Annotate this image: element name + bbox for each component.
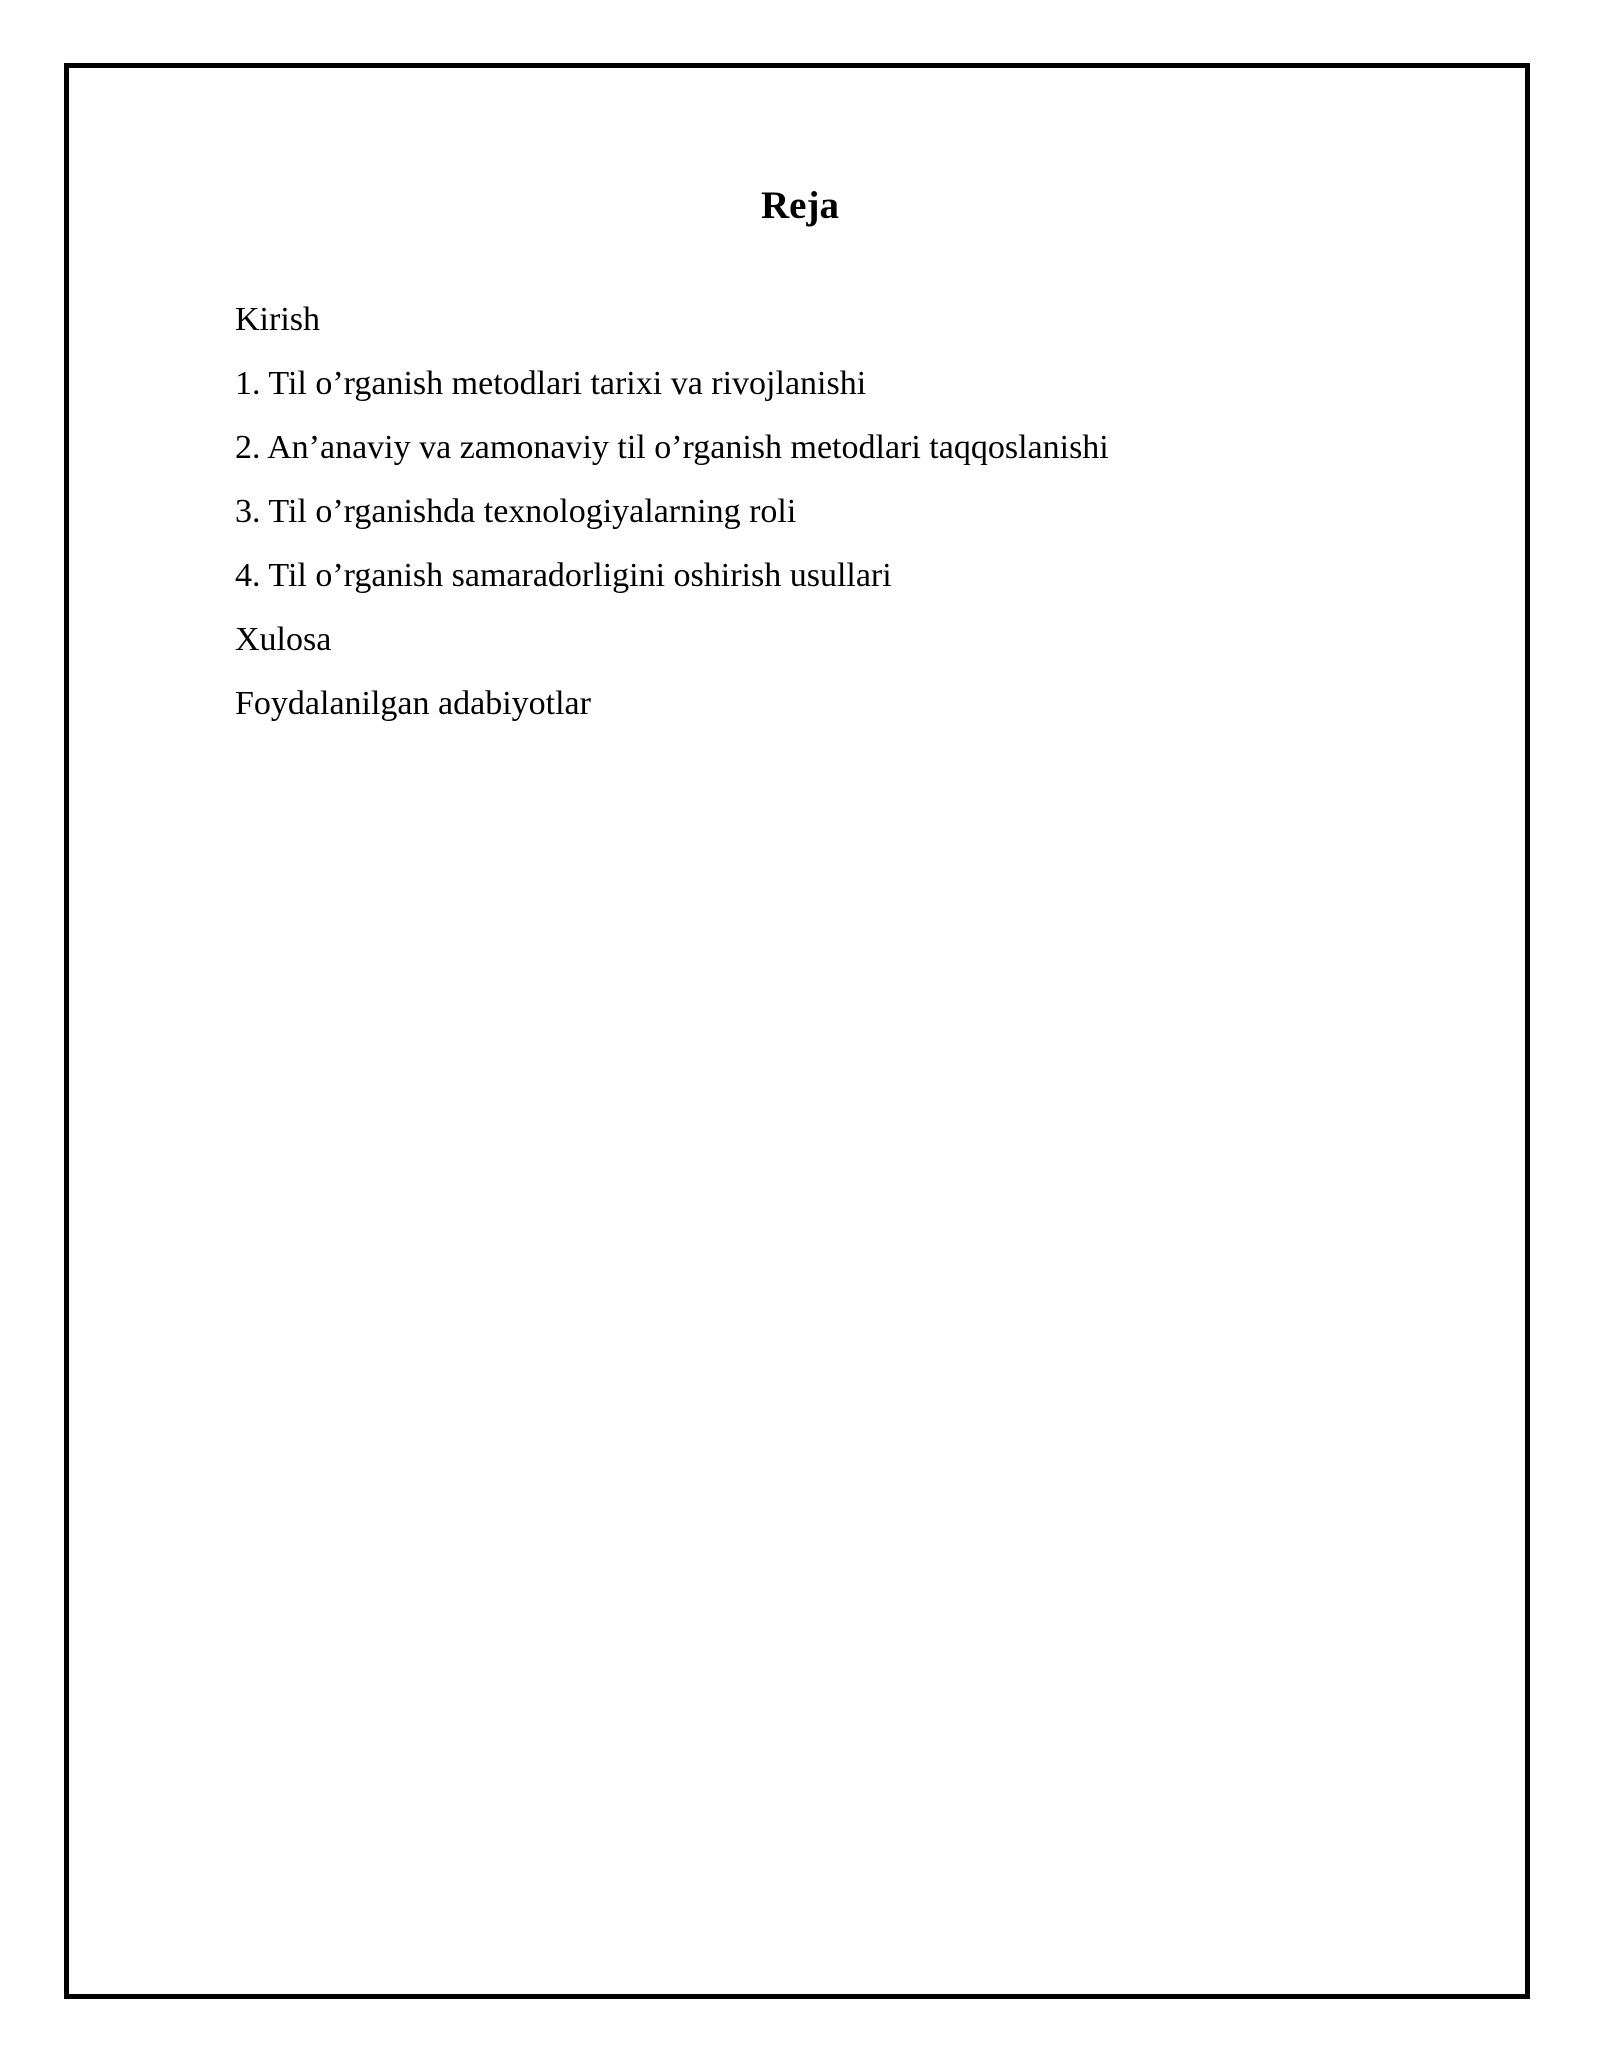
toc-item-introduction: Kirish bbox=[235, 301, 320, 338]
toc-item-2: 2. An’anaviy va zamonaviy til o’rganish metodlari taqqoslanishi bbox=[235, 429, 1109, 466]
toc-item-1: 1. Til o’rganish metodlari tarixi va rivojlanishi bbox=[235, 365, 867, 402]
toc-item-4: 4. Til o’rganish samaradorligini oshirish usullari bbox=[235, 557, 892, 594]
toc-item-references: Foydalanilgan adabiyotlar bbox=[235, 685, 591, 722]
table-of-contents bbox=[235, 288, 1109, 736]
page-title: Reja bbox=[761, 184, 839, 227]
toc-item-3: 3. Til o’rganishda texnologiyalarning roli bbox=[235, 493, 797, 530]
toc-item-conclusion: Xulosa bbox=[235, 621, 332, 658]
